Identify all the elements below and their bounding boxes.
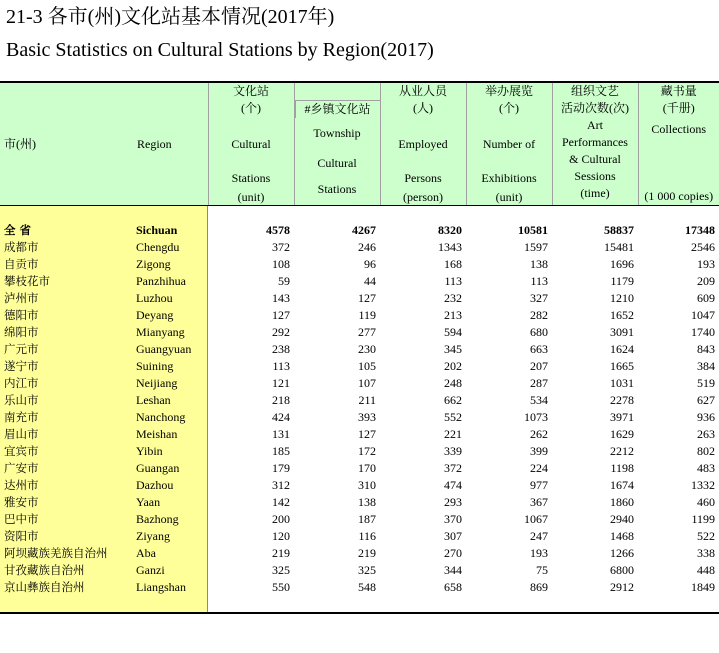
region-name-cn: 泸州市 xyxy=(4,291,39,305)
header-sessions-en2: Performances xyxy=(562,135,628,149)
region-name-en: Nanchong xyxy=(136,410,186,424)
cell-township-stations: 246 xyxy=(358,240,376,254)
region-name-cn: 阿坝藏族羌族自治州 xyxy=(4,546,108,560)
header-sessions-en3: & Cultural xyxy=(569,152,621,166)
header-sessions-en1: Art xyxy=(587,118,603,132)
table-row xyxy=(0,324,719,341)
region-name-cn: 雅安市 xyxy=(4,495,39,509)
cell-township-stations: 116 xyxy=(358,529,376,543)
cell-employed-persons: 113 xyxy=(444,274,462,288)
table-row xyxy=(0,239,719,256)
region-name-en: Neijiang xyxy=(136,376,178,390)
cell-sessions: 2212 xyxy=(610,444,634,458)
table-row xyxy=(0,562,719,579)
cell-cultural-stations: 424 xyxy=(272,410,290,424)
region-name-en: Sichuan xyxy=(136,223,178,237)
header-cultural-stations-cn: 文化站 xyxy=(208,83,294,100)
cell-exhibitions: 977 xyxy=(530,478,548,492)
header-collections-en xyxy=(638,117,719,205)
cell-collections: 802 xyxy=(697,444,715,458)
cell-employed-persons: 658 xyxy=(444,580,462,594)
cell-employed-persons: 202 xyxy=(444,359,462,373)
cell-collections: 17348 xyxy=(685,223,715,237)
table-bottom-rule xyxy=(0,612,719,614)
cell-township-stations: 96 xyxy=(364,257,376,271)
header-sessions-cn2: 活动次数(次) xyxy=(552,100,638,117)
cell-collections: 1332 xyxy=(691,478,715,492)
region-name-cn: 广元市 xyxy=(4,342,39,356)
cell-cultural-stations: 127 xyxy=(272,308,290,322)
region-name-en: Zigong xyxy=(136,257,171,271)
table-row xyxy=(0,358,719,375)
cell-cultural-stations: 292 xyxy=(272,325,290,339)
cell-collections: 519 xyxy=(697,376,715,390)
header-exhibitions-unit-cn: (个) xyxy=(466,100,552,117)
table-row xyxy=(0,409,719,426)
region-name-en: Chengdu xyxy=(136,240,180,254)
cell-employed-persons: 293 xyxy=(444,495,462,509)
region-name-en: Bazhong xyxy=(136,512,179,526)
cell-sessions: 1624 xyxy=(610,342,634,356)
table-row xyxy=(0,545,719,562)
cell-exhibitions: 193 xyxy=(530,546,548,560)
cell-collections: 1047 xyxy=(691,308,715,322)
cell-sessions: 1860 xyxy=(610,495,634,509)
region-name-cn: 全 省 xyxy=(4,223,32,237)
cell-collections: 1740 xyxy=(691,325,715,339)
table-row xyxy=(0,579,719,596)
cell-sessions: 2912 xyxy=(610,580,634,594)
region-name-cn: 遂宁市 xyxy=(4,359,39,373)
cell-employed-persons: 1343 xyxy=(438,240,462,254)
region-name-cn: 巴中市 xyxy=(4,512,39,526)
cell-exhibitions: 663 xyxy=(530,342,548,356)
table-row xyxy=(0,273,719,290)
region-name-cn: 达州市 xyxy=(4,478,39,492)
cell-collections: 627 xyxy=(697,393,715,407)
region-name-cn: 乐山市 xyxy=(4,393,39,407)
region-name-cn: 眉山市 xyxy=(4,427,39,441)
cell-sessions: 58837 xyxy=(604,223,634,237)
cell-cultural-stations: 108 xyxy=(272,257,290,271)
region-name-en: Liangshan xyxy=(136,580,186,594)
table-row xyxy=(0,256,719,273)
cell-cultural-stations: 142 xyxy=(272,495,290,509)
cell-township-stations: 105 xyxy=(358,359,376,373)
cell-township-stations: 230 xyxy=(358,342,376,356)
region-name-cn: 成都市 xyxy=(4,240,39,254)
header-exhibitions-en1: Number of xyxy=(482,137,536,151)
header-employed-unit-cn: (人) xyxy=(380,100,466,117)
region-name-en: Ganzi xyxy=(136,563,165,577)
cell-collections: 522 xyxy=(697,529,715,543)
cell-employed-persons: 232 xyxy=(444,291,462,305)
cell-sessions: 1266 xyxy=(610,546,634,560)
region-name-cn: 京山彝族自治州 xyxy=(4,580,85,594)
cell-sessions: 2278 xyxy=(610,393,634,407)
cell-cultural-stations: 238 xyxy=(272,342,290,356)
cell-collections: 193 xyxy=(697,257,715,271)
cell-collections: 209 xyxy=(697,274,715,288)
cell-township-stations: 172 xyxy=(358,444,376,458)
cell-employed-persons: 344 xyxy=(444,563,462,577)
cell-sessions: 1468 xyxy=(610,529,634,543)
data-table xyxy=(0,222,719,596)
region-name-en: Yaan xyxy=(136,495,161,509)
cell-exhibitions: 10581 xyxy=(518,223,548,237)
region-name-en: Yibin xyxy=(136,444,163,458)
header-collections-unit-en: (1 000 copies) xyxy=(644,189,714,203)
cell-exhibitions: 247 xyxy=(530,529,548,543)
cell-collections: 1849 xyxy=(691,580,715,594)
cell-collections: 460 xyxy=(697,495,715,509)
table-row xyxy=(0,392,719,409)
cell-township-stations: 325 xyxy=(358,563,376,577)
region-name-en: Luzhou xyxy=(136,291,173,305)
region-name-en: Guangyuan xyxy=(136,342,192,356)
page-title-en: Basic Statistics on Cultural Stations by Region(2017) xyxy=(6,39,434,61)
header-sessions-en xyxy=(552,117,638,205)
cell-collections: 483 xyxy=(697,461,715,475)
header-township-en1: Township xyxy=(313,126,361,140)
header-township-en3: Stations xyxy=(317,182,357,196)
cell-township-stations: 187 xyxy=(358,512,376,526)
cell-cultural-stations: 550 xyxy=(272,580,290,594)
cell-collections: 338 xyxy=(697,546,715,560)
cell-sessions: 1210 xyxy=(610,291,634,305)
cell-collections: 2546 xyxy=(691,240,715,254)
cell-sessions: 1179 xyxy=(610,274,634,288)
cell-cultural-stations: 312 xyxy=(272,478,290,492)
header-exhibitions-unit-en: (unit) xyxy=(495,190,523,204)
region-name-en: Meishan xyxy=(136,427,178,441)
cell-employed-persons: 168 xyxy=(444,257,462,271)
cell-employed-persons: 248 xyxy=(444,376,462,390)
header-township-stations xyxy=(294,102,380,205)
region-name-cn: 资阳市 xyxy=(4,529,39,543)
header-collections-en1: Collections xyxy=(651,122,707,136)
region-name-en: Suining xyxy=(136,359,174,373)
cell-sessions: 1629 xyxy=(610,427,634,441)
cell-cultural-stations: 185 xyxy=(272,444,290,458)
cell-exhibitions: 1073 xyxy=(524,410,548,424)
header-employed-cn: 从业人员 xyxy=(380,83,466,100)
cell-employed-persons: 307 xyxy=(444,529,462,543)
header-cultural-stations-unit-en: (unit) xyxy=(237,190,265,204)
cell-employed-persons: 270 xyxy=(444,546,462,560)
cell-cultural-stations: 325 xyxy=(272,563,290,577)
cell-cultural-stations: 372 xyxy=(272,240,290,254)
table-row-total xyxy=(0,222,719,239)
cell-township-stations: 4267 xyxy=(352,223,376,237)
cell-cultural-stations: 120 xyxy=(272,529,290,543)
cell-collections: 609 xyxy=(697,291,715,305)
header-cultural-stations-en1: Cultural xyxy=(231,137,271,151)
table-row xyxy=(0,426,719,443)
region-name-cn: 攀枝花市 xyxy=(4,274,50,288)
table-row xyxy=(0,307,719,324)
cell-exhibitions: 138 xyxy=(530,257,548,271)
header-sessions-cn1: 组织文艺 xyxy=(552,83,638,100)
region-name-cn: 自贡市 xyxy=(4,257,39,271)
header-region-cn: 市(州) xyxy=(0,83,133,205)
header-sessions-en4: Sessions xyxy=(574,169,616,183)
region-name-cn: 德阳市 xyxy=(4,308,39,322)
table-row xyxy=(0,290,719,307)
table-row xyxy=(0,477,719,494)
cell-cultural-stations: 113 xyxy=(272,359,290,373)
cell-township-stations: 107 xyxy=(358,376,376,390)
region-name-en: Dazhou xyxy=(136,478,174,492)
cell-exhibitions: 367 xyxy=(530,495,548,509)
cell-exhibitions: 75 xyxy=(536,563,548,577)
cell-employed-persons: 221 xyxy=(444,427,462,441)
cell-exhibitions: 399 xyxy=(530,444,548,458)
cell-township-stations: 219 xyxy=(358,546,376,560)
cell-sessions: 2940 xyxy=(610,512,634,526)
cell-employed-persons: 213 xyxy=(444,308,462,322)
cell-employed-persons: 8320 xyxy=(438,223,462,237)
cell-cultural-stations: 179 xyxy=(272,461,290,475)
cell-sessions: 3091 xyxy=(610,325,634,339)
cell-sessions: 15481 xyxy=(604,240,634,254)
cell-cultural-stations: 143 xyxy=(272,291,290,305)
cell-cultural-stations: 59 xyxy=(278,274,290,288)
region-name-en: Panzhihua xyxy=(136,274,186,288)
cell-employed-persons: 474 xyxy=(444,478,462,492)
table-header xyxy=(0,83,719,205)
cell-township-stations: 211 xyxy=(358,393,376,407)
cell-collections: 263 xyxy=(697,427,715,441)
cell-exhibitions: 680 xyxy=(530,325,548,339)
cell-township-stations: 44 xyxy=(364,274,376,288)
cell-cultural-stations: 219 xyxy=(272,546,290,560)
region-name-en: Guangan xyxy=(136,461,180,475)
cell-exhibitions: 1067 xyxy=(524,512,548,526)
cell-exhibitions: 224 xyxy=(530,461,548,475)
cell-township-stations: 138 xyxy=(358,495,376,509)
cell-collections: 384 xyxy=(697,359,715,373)
header-cultural-stations-en2: Stations xyxy=(231,171,271,185)
page-title-cn: 21-3 各市(州)文化站基本情况(2017年) xyxy=(6,6,335,28)
cell-sessions: 1674 xyxy=(610,478,634,492)
cell-exhibitions: 534 xyxy=(530,393,548,407)
region-name-cn: 绵阳市 xyxy=(4,325,39,339)
header-employed-en1: Employed xyxy=(398,137,448,151)
cell-township-stations: 310 xyxy=(358,478,376,492)
cell-exhibitions: 262 xyxy=(530,427,548,441)
table-row xyxy=(0,443,719,460)
region-name-en: Aba xyxy=(136,546,156,560)
cell-employed-persons: 372 xyxy=(444,461,462,475)
region-name-en: Ziyang xyxy=(136,529,170,543)
cell-sessions: 3971 xyxy=(610,410,634,424)
cell-collections: 1199 xyxy=(691,512,715,526)
header-exhibitions-en2: Exhibitions xyxy=(481,171,537,185)
cell-exhibitions: 282 xyxy=(530,308,548,322)
header-employed-en2: Persons xyxy=(404,171,442,185)
region-name-cn: 宜宾市 xyxy=(4,444,39,458)
cell-cultural-stations: 200 xyxy=(272,512,290,526)
table-row xyxy=(0,460,719,477)
cell-cultural-stations: 121 xyxy=(272,376,290,390)
region-name-cn: 内江市 xyxy=(4,376,39,390)
table-row xyxy=(0,528,719,545)
cell-township-stations: 127 xyxy=(358,427,376,441)
cell-exhibitions: 207 xyxy=(530,359,548,373)
table-row xyxy=(0,511,719,528)
header-region-en: Region xyxy=(133,83,208,205)
cell-employed-persons: 552 xyxy=(444,410,462,424)
cell-exhibitions: 869 xyxy=(530,580,548,594)
cell-cultural-stations: 4578 xyxy=(266,223,290,237)
header-exhibitions-cn: 举办展览 xyxy=(466,83,552,100)
cell-sessions: 1198 xyxy=(610,461,634,475)
cell-exhibitions: 113 xyxy=(530,274,548,288)
cell-cultural-stations: 131 xyxy=(272,427,290,441)
table-row xyxy=(0,341,719,358)
cell-collections: 448 xyxy=(697,563,715,577)
region-name-cn: 广安市 xyxy=(4,461,39,475)
table-row xyxy=(0,494,719,511)
cell-cultural-stations: 218 xyxy=(272,393,290,407)
header-sessions-unit-en: (time) xyxy=(580,186,610,200)
header-township-en2: Cultural xyxy=(317,156,357,170)
cell-employed-persons: 594 xyxy=(444,325,462,339)
header-township-cn: #乡镇文化站 xyxy=(295,100,380,118)
cell-employed-persons: 339 xyxy=(444,444,462,458)
header-collections-cn: 藏书量 xyxy=(638,83,719,100)
region-name-cn: 甘孜藏族自治州 xyxy=(4,563,85,577)
cell-employed-persons: 370 xyxy=(444,512,462,526)
cell-township-stations: 393 xyxy=(358,410,376,424)
cell-exhibitions: 1597 xyxy=(524,240,548,254)
header-collections-unit-cn: (千册) xyxy=(638,100,719,117)
cell-exhibitions: 287 xyxy=(530,376,548,390)
cell-employed-persons: 662 xyxy=(444,393,462,407)
cell-sessions: 1696 xyxy=(610,257,634,271)
header-employed-unit-en: (person) xyxy=(403,190,443,204)
table-row xyxy=(0,375,719,392)
cell-exhibitions: 327 xyxy=(530,291,548,305)
cell-sessions: 1665 xyxy=(610,359,634,373)
cell-township-stations: 170 xyxy=(358,461,376,475)
region-name-en: Leshan xyxy=(136,393,171,407)
cell-collections: 936 xyxy=(697,410,715,424)
cell-township-stations: 127 xyxy=(358,291,376,305)
region-name-en: Deyang xyxy=(136,308,174,322)
cell-township-stations: 548 xyxy=(358,580,376,594)
cell-employed-persons: 345 xyxy=(444,342,462,356)
cell-sessions: 1031 xyxy=(610,376,634,390)
cell-township-stations: 277 xyxy=(358,325,376,339)
cell-sessions: 6800 xyxy=(610,563,634,577)
cell-collections: 843 xyxy=(697,342,715,356)
cell-sessions: 1652 xyxy=(610,308,634,322)
cell-township-stations: 119 xyxy=(358,308,376,322)
region-name-en: Mianyang xyxy=(136,325,185,339)
header-cultural-stations-unit-cn: (个) xyxy=(208,100,294,117)
region-name-cn: 南充市 xyxy=(4,410,39,424)
